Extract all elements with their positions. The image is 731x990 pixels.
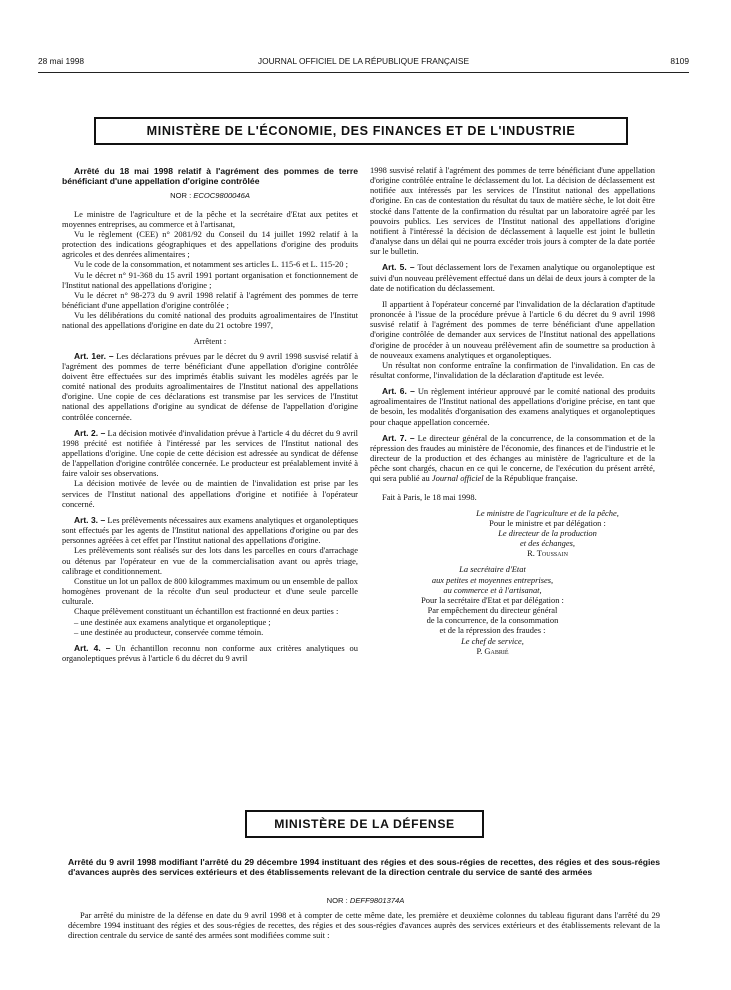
article-3-paragraph-3: Constitue un lot un pallox de 800 kilogrammes maximum ou un ensemble de pallox homogènes provenant de la récolte d'un seul producteur et d'une seule parcelle culturale. xyxy=(62,575,358,607)
ministry-heading-economie: MINISTÈRE DE L'ÉCONOMIE, DES FINANCES ET DE L'INDUSTRIE xyxy=(94,117,628,145)
article-1-text: Les déclarations prévues par le décret du 9 avril 1998 susvisé relatif à l'agrément des pommes de terre bénéficiant d'une appellation d'origine contrôlée doivent être effectuées sur des imprimés établis suivant les modèles agréés par le comité national des produits agroalimentaires de l'Institut national des appellations d'origine. Une copie de ces déclarations est transmise par les services de l'Institut national des appellations d'origine au syndicat de défense de l'appellation d'origine contrôlée concernée. xyxy=(62,350,358,422)
article-4-start: Art. 4. – Un échantillon reconnu non conforme aux critères analytiques ou organoleptiques prévus à l'article 6 du décret du 9 avril xyxy=(62,642,358,663)
article-7-text-end: de la République française. xyxy=(485,473,578,484)
signature-line: Le chef de service, xyxy=(461,635,524,646)
issue-date: 28 mai 1998 xyxy=(38,56,85,66)
header-rule xyxy=(38,72,689,73)
preamble-paragraph: Vu le code de la consommation, et notamment ses articles L. 115-6 et L. 115-20 ; xyxy=(74,259,348,270)
journal-title: JOURNAL OFFICIEL DE LA RÉPUBLIQUE FRANÇAISE xyxy=(257,56,470,66)
journal-officiel: Journal officiel xyxy=(431,473,484,484)
signature-line: Pour le ministre et par délégation : xyxy=(489,517,606,528)
left-column xyxy=(62,166,358,663)
arrete-defense-title: Arrêté du 9 avril 1998 modifiant l'arrêté du 29 décembre 1994 instituant des régies et des sous-régies de recettes, des régies et des sous-régies d'avances auprès des services extérieurs et des établissements relevant de la direction centrale du service de santé des armées xyxy=(68,857,660,878)
arrete-defense-body: Par arrêté du ministre de la défense en date du 9 avril 1998 et à compter de cette même date, les première et deuxième colonnes du tableau figurant dans l'arrêté du 29 décembre 1994 instituant des régies et des sous-régies de recettes, des régies et des sous-régies d'avances auprès des services extérieurs et des établissements relevant de la direction centrale du service de santé des armées sont modifiées comme suit : xyxy=(68,910,660,941)
nor-reference-defense xyxy=(0,896,731,905)
signature-line: La secrétaire d'Etat xyxy=(459,564,526,575)
preamble-paragraph: Vu les délibérations du comité national des produits agroalimentaires de l'Institut national des appellations d'origine en date du 21 octobre 1997, xyxy=(62,310,358,331)
article-2 xyxy=(62,428,358,479)
signature-line: Par empêchement du directeur général xyxy=(427,605,558,616)
preamble-paragraph: Vu le règlement (CEE) n° 2081/92 du Conseil du 14 juillet 1992 relatif à la protection des indications géographiques et des appellations d'origine des produits agricoles et des denrées alimentaires ; xyxy=(62,228,358,260)
ministry-heading-defense: MINISTÈRE DE LA DÉFENSE xyxy=(245,810,484,838)
page-number: 8109 xyxy=(670,56,689,66)
nor-reference xyxy=(62,191,358,201)
signatory-name: R. Toussain xyxy=(527,548,568,559)
article-3-label: Art. 3. – xyxy=(74,514,106,525)
fait-a-paris: Fait à Paris, le 18 mai 1998. xyxy=(382,491,477,502)
article-3-list-item: – une destinée au producteur, conservée comme témoin. xyxy=(74,626,264,637)
signature-line: Le ministre de l'agriculture et de la pêche, xyxy=(476,507,619,518)
nor-code: ECOC9800046A xyxy=(193,191,250,201)
signature-block-commerce xyxy=(370,564,615,655)
nor-label: NOR : xyxy=(326,896,348,905)
signature-line: Le directeur de la production xyxy=(498,528,597,538)
article-7-text: Le directeur général de la concurrence, de la consommation et de la répression des fraudes au ministère de l'économie, des finances et de l'industrie et le directeur de la production et des échanges au ministère de l'agriculture et de la pêche sont chargés, chacun en ce qui le concerne, de l'exécution du présent arrêté, qui sera publié au xyxy=(370,432,656,484)
signature-line: Pour la secrétaire d'Etat et par délégation : xyxy=(421,594,564,605)
signature-line: aux petites et moyennes entreprises, xyxy=(431,574,554,585)
article-4-label: Art. 4. – xyxy=(74,642,111,653)
signature-line: au commerce et à l'artisanat, xyxy=(443,584,542,595)
article-6 xyxy=(370,386,655,427)
signature-block-agriculture xyxy=(440,508,655,559)
nor-label: NOR : xyxy=(170,191,192,201)
article-5-text: Tout déclassement lors de l'examen analytique ou organoleptique est suivi d'un nouveau prélèvement effectué dans un délai de deux jours à compter de la date de notification du déclassement. xyxy=(370,262,655,293)
arretent: Arrêtent : xyxy=(193,336,227,347)
preamble-paragraph: Vu le décret n° 91-368 du 15 avril 1991 portant organisation et fonctionnement de l'Institut national des appellations d'origine ; xyxy=(62,269,358,290)
article-3-text: Les prélèvements nécessaires aux examens analytiques et organoleptiques sont effectués par les agents de l'Institut national des appellations d'origine ou par des personnes agréées à cet effet par l'Institut national des appellations d'origine. xyxy=(62,514,358,546)
page-header xyxy=(38,56,689,70)
article-7-label: Art. 7. – xyxy=(382,432,415,443)
preamble-paragraph: Le ministre de l'agriculture et de la pêche et la secrétaire d'Etat aux petites et moyennes entreprises, au commerce et à l'artisanat, xyxy=(62,208,358,229)
article-4-continued: 1998 susvisé relatif à l'agrément des pommes de terre bénéficiant d'une appellation d'origine contrôlée entraîne le déclassement du lot. La décision de déclassement est notifiée aux intéressés par les services de l'Institut national des appellations d'origine. En cas de contestation du résultat du taux de matière sèche, le lot doit être stocké dans l'attente de la confirmation du résultat par un laboratoire agréé par les pouvoirs publics. Les services de l'Institut national des appellations d'origine notifient à l'intéressé la décision de déclassement à laquelle est joint le bulletin d'analyse dans un délai qui ne pourra excéder trois jours à compter de la date portée sur le bulletin. xyxy=(370,165,655,257)
signature-line: et des échanges, xyxy=(519,538,576,549)
article-6-text: Un règlement intérieur approuvé par le comité national des produits agroalimentaires de l'Institut national des appellations d'origine précise, en tant que de besoin, les modalités d'organisation des examens analytiques et organoleptiques pour chaque appellation concernée. xyxy=(370,386,655,427)
preamble-paragraph: Vu le décret n° 98-273 du 9 avril 1998 relatif à l'agrément des pommes de terre bénéficiant d'une appellation d'origine contrôlée ; xyxy=(62,289,358,310)
article-3-list-item: – une destinée aux examens analytique et organoleptique ; xyxy=(74,616,271,627)
article-2-paragraph-2: La décision motivée de levée ou de maintien de l'invalidation est prise par les services de l'Institut national des appellations d'origine et notifiée à l'opérateur concerné. xyxy=(62,478,358,509)
article-1-label: Art. 1er. – xyxy=(74,350,114,361)
article-5-label: Art. 5. – xyxy=(382,262,415,273)
article-5-paragraph-2: Il appartient à l'opérateur concerné par l'invalidation de la déclaration d'aptitude prononcée à l'issue de la procédure prévue à l'article 6 du décret du 9 avril 1998 susvisé relatif à l'agrément des pommes de terre bénéficiant d'une appellation d'origine contrôlée de demander aux services de l'Institut national des appellations d'origine de procéder à un nouveau prélèvement afin de soumettre sa production à de nouveaux examens analytiques et organoleptiques. xyxy=(370,298,655,360)
article-5-paragraph-3: Un résultat non conforme entraîne la confirmation de l'invalidation. En cas de résultat conforme, l'invalidation de la déclaration d'aptitude est levée. xyxy=(370,359,655,380)
article-1 xyxy=(62,351,358,422)
article-6-label: Art. 6. – xyxy=(382,386,415,397)
article-3 xyxy=(62,515,358,545)
article-7 xyxy=(370,433,655,484)
right-column xyxy=(370,165,655,656)
signature-line: de la concurrence, de la consommation xyxy=(426,615,559,626)
article-2-label: Art. 2. – xyxy=(74,427,106,438)
nor-code: DEFF9801374A xyxy=(349,896,405,905)
article-3-paragraph-4: Chaque prélèvement constituant un échantillon est fractionné en deux parties : xyxy=(74,606,339,617)
signature-line: et de la répression des fraudes : xyxy=(439,625,546,636)
article-2-text: La décision motivée d'invalidation prévue à l'article 4 du décret du 9 avril 1998 précité est notifiée à l'intéressé par les services de l'Institut national des appellations d'origine. Une copie de cette décision est adressée au syndicat de défense de l'appellation d'origine contrôlée concernée. Le producteur est préalablement invité à faire valoir ses observations. xyxy=(62,427,359,479)
signatory-name: P. Gabrié xyxy=(476,645,509,656)
arrete-title: Arrêté du 18 mai 1998 relatif à l'agrément des pommes de terre bénéficiant d'une appellation d'origine contrôlée xyxy=(62,166,358,187)
article-5 xyxy=(370,262,655,292)
article-3-paragraph-2: Les prélèvements sont réalisés sur des lots dans les parcelles en cours d'arrachage ou détenus par l'opérateur en vue de la commercialisation avant ou après triage, calibrage et conditionnement. xyxy=(62,545,358,576)
